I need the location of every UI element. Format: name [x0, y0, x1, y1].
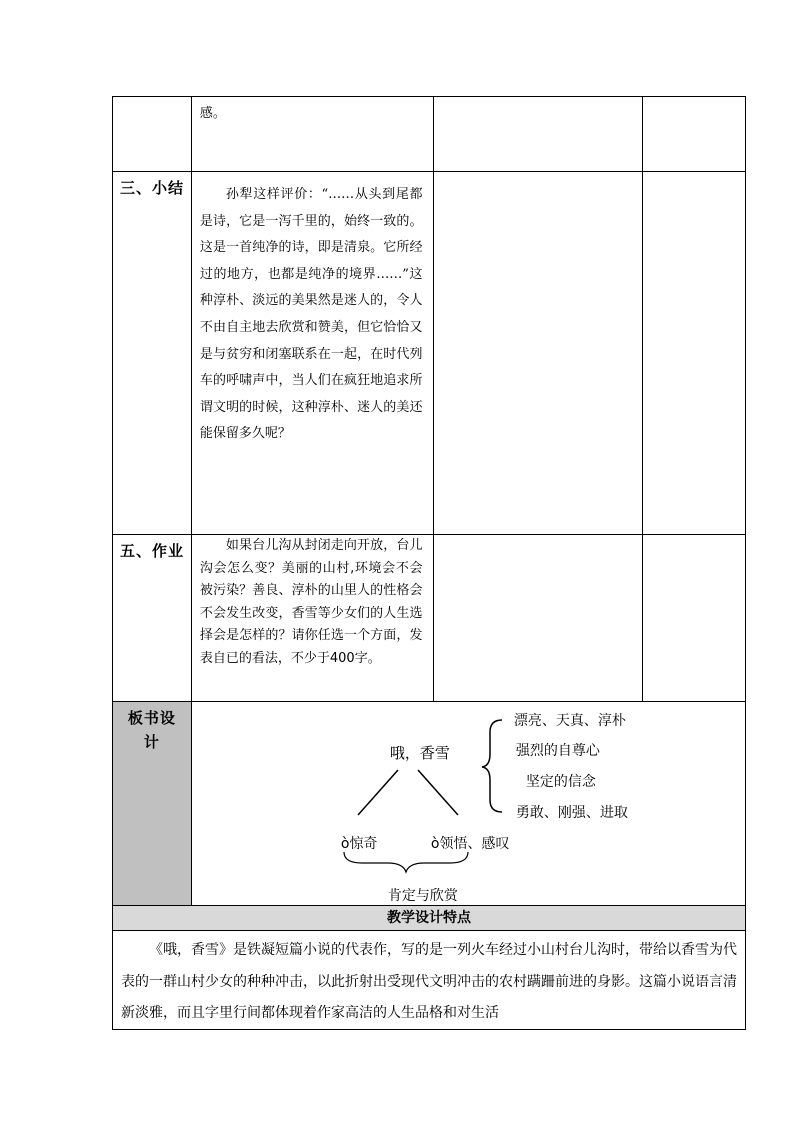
- node-left: ò惊奇: [340, 836, 378, 852]
- node-right: ò领悟、感叹: [430, 836, 510, 852]
- features-text: 《哦，香雪》是铁凝短篇小说的代表作，写的是一列火车经过小山村台儿沟时，带给以香雪为代表的一群山村少女的种种冲击，以此折射出受现代文明冲击的农村蹒跚前进的身影。这篇小说语言清新淡雅，而且字里行间都体现着作家高洁的人生品格和对生活: [121, 942, 737, 1021]
- homework-text: 如果台儿沟从封闭走向开放，台儿沟会怎么变？美丽的山村,环境会不会被污染？善良、淳朴的山里人的性格会不会发生改变，香雪等少女们的人生选择会是怎样的？请你任选一个方面，发表自已的看法，不少于400字。: [199, 538, 423, 666]
- diagram-lines: [192, 702, 747, 905]
- node-bottom: 肯定与欣赏: [387, 888, 458, 904]
- brace-bottom: [344, 852, 468, 872]
- board-design-label: 板书设 计: [127, 709, 176, 751]
- table-row: [112, 702, 746, 906]
- continued-text: 感。: [199, 106, 226, 121]
- table-row: [112, 906, 746, 931]
- brace-right: [482, 720, 502, 812]
- trait-1: 漂亮、天真、淳朴: [513, 713, 626, 729]
- trait-3: 坚定的信念: [525, 774, 596, 790]
- line-left: [358, 770, 398, 815]
- diagram-center: 哦，香雪: [389, 744, 450, 762]
- table-row: [112, 931, 746, 1030]
- table-row: [112, 96, 746, 172]
- trait-2: 强烈的自尊心: [515, 743, 600, 759]
- lesson-table: [112, 96, 746, 1030]
- table-row: [112, 535, 746, 702]
- summary-text: 孙犁这样评价：“……从头到尾都是诗，它是一泻千里的，始终一致的。这是一首纯净的诗，即是清泉。它所经过的地方，也都是纯净的境界……”这种淳朴、淡远的美果然是迷人的，令人不由自主地去欣赏和赞美，但它恰恰又是与贫穷和闭塞联系在一起，在时代列车的呼啸声中，当人们在疯狂地追求所谓文明的时候，这种淳朴、迷人的美还能保留多久呢？: [199, 187, 423, 442]
- trait-4: 勇敢、刚强、进取: [515, 805, 628, 821]
- board-diagram: [192, 702, 746, 905]
- features-title: 教学设计特点: [113, 906, 745, 930]
- section-title-summary: 三、小结: [120, 179, 185, 197]
- table-row: [112, 172, 746, 535]
- section-title-homework: 五、作业: [120, 542, 185, 560]
- line-right: [418, 770, 458, 815]
